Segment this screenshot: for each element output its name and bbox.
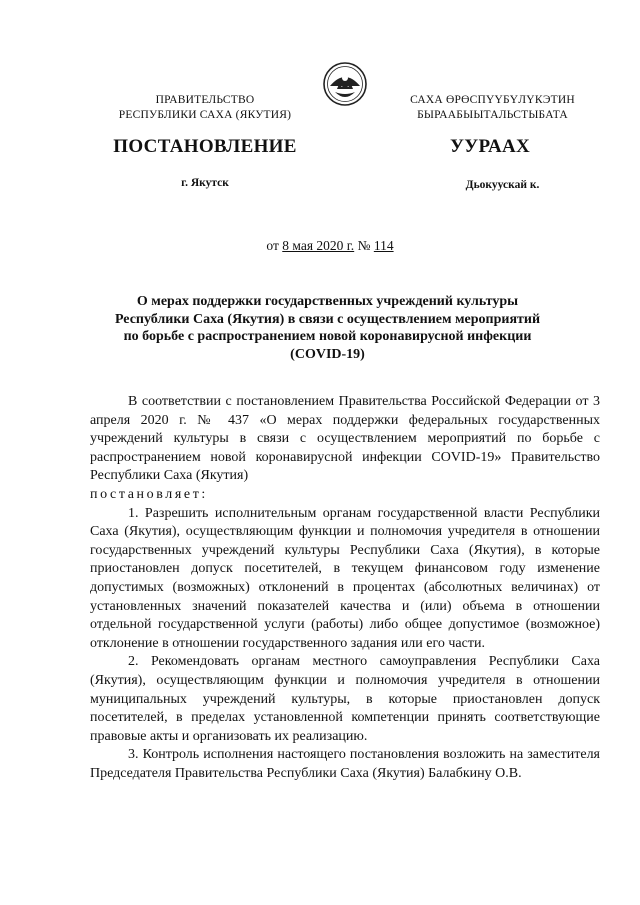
document-date: 8 мая 2020 г. (282, 238, 355, 253)
document-title (100, 293, 555, 363)
header-right-line1: САХА ӨРӨСПҮҮБҮЛҮКЭТИН (410, 94, 575, 106)
title-line-1: О мерах поддержки государственных учреждений культуры (136, 294, 519, 309)
date-prefix: от (266, 238, 283, 253)
header-right-line2: БЫРААБЫЫТАЛЬСТЫБАТА (417, 109, 568, 121)
title-yakut: УУРААХ (449, 136, 531, 157)
city-russian: г. Якутск (181, 177, 229, 189)
republic-emblem-icon (323, 62, 367, 106)
preamble-paragraph (90, 393, 600, 486)
item-1-paragraph: 1. Разрешить исполнительным органам государственной власти Республики Саха (Якутия), осуществляющим функции и полномочия учредителя в отношении государственных учреждений культуры Республики Саха (Якутия), в которые приостановлен допуск посетителей, в текущем финансовом году изменение допустимых (возможных) отклонений в процентах (абсолютных величинах) от установленных значений показателей качества и (или) объема в отношении отдельной государственной услуги (работы) либо общее допустимое (возможное) отклонение в отношении государственного задания или его части. (90, 505, 600, 651)
number-prefix: № (354, 238, 374, 253)
header-left-line2: РЕСПУБЛИКИ САХА (ЯКУТИЯ) (118, 109, 292, 121)
city-yakut: Дьокуускай к. (465, 179, 540, 191)
resolves-word: постановляет: (90, 486, 208, 502)
title-russian: ПОСТАНОВЛЕНИЕ (113, 136, 297, 157)
item-2-paragraph: 2. Рекомендовать органам местного самоуправления Республики Саха (Якутия), осуществляющим функции и полномочия учредителя в отношении муниципальных учреждений культуры, в которые приостановлен допуск посетителей, в пределах установленной компетенции принять соответствующие правовые акты и организовать их реализацию. (90, 654, 600, 744)
title-line-2: Республики Саха (Якутия) в связи с осуществлением мероприятий (114, 311, 541, 327)
date-number-line (230, 238, 430, 254)
header-left-line1: ПРАВИТЕЛЬСТВО (155, 94, 255, 106)
header-left (100, 93, 310, 123)
item-3-paragraph: 3. Контроль исполнения настоящего постановления возложить на заместителя Председателя Правительства Республики Саха (Якутия) Балабкину О.В. (90, 747, 600, 781)
document-number: 114 (373, 238, 394, 253)
title-line-4: (COVID-19) (290, 346, 365, 362)
preamble-text: В соответствии с постановлением Правительства Российской Федерации от 3 апреля 2020 г. № 437 «О мерах поддержки федеральных государственных учреждений культуры в связи с осуществлением мероприятий по борьбе с распространением новой коронавирусной инфекции COVID-19» Правительство Республики Саха (Якутия) (90, 394, 600, 484)
document-body (90, 393, 600, 783)
title-line-3: по борьбе с распространением новой коронавирусной инфекции (123, 329, 532, 344)
resolves-line (90, 486, 600, 505)
header-right (385, 93, 600, 123)
